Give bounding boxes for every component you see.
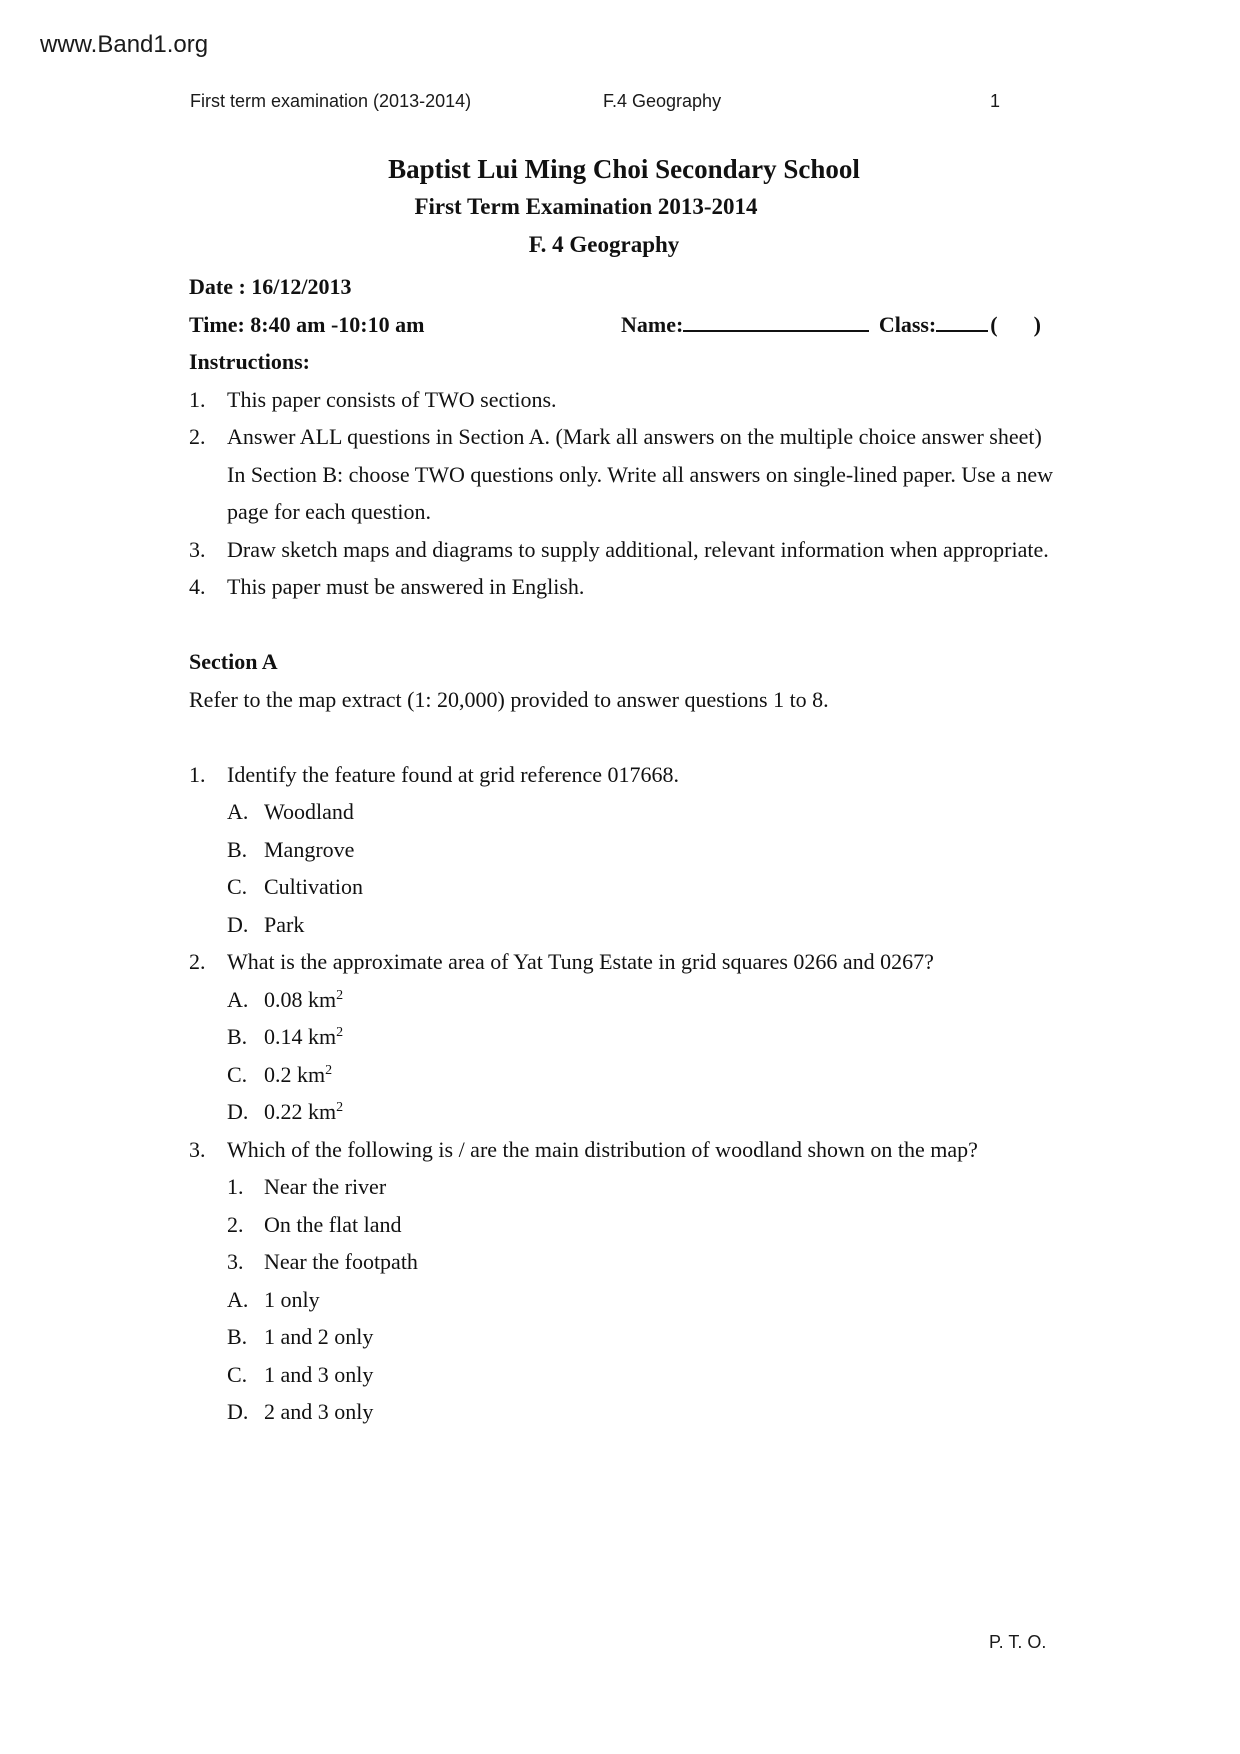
- options-list: [227, 1281, 1059, 1431]
- option-text: 2 and 3 only: [264, 1399, 374, 1424]
- instructions-heading: Instructions:: [189, 349, 311, 374]
- statements-list: [227, 1168, 1059, 1281]
- superscript: 2: [325, 1062, 333, 1078]
- option-letter: D.: [227, 1399, 249, 1424]
- class-number-paren-close: ): [1033, 311, 1041, 337]
- spacer: [189, 606, 1059, 644]
- exam-date: Date : 16/12/2013: [189, 274, 352, 299]
- option-text: 1 and 2 only: [264, 1324, 374, 1349]
- instruction-item: [189, 568, 1059, 606]
- running-header-exam: First term examination (2013-2014): [190, 91, 472, 111]
- option-d[interactable]: [227, 906, 1059, 944]
- question-text: Identify the feature found at grid reference 017668.: [227, 761, 680, 787]
- statement-text: Near the river: [264, 1174, 387, 1199]
- option-c[interactable]: [227, 1056, 1059, 1094]
- instruction-text: Answer ALL questions in Section A. (Mark all answers on the multiple choice answer sheet) In Section B: choose TWO questions only. Write all answers on single-lined paper. Use a new page for each question.: [227, 424, 1053, 524]
- option-text: 0.08 km: [264, 986, 337, 1012]
- option-text: 0.14 km: [264, 1024, 337, 1049]
- instruction-number: 3.: [189, 536, 206, 562]
- option-letter: A.: [227, 799, 249, 824]
- please-turn-over: P. T. O.: [989, 1632, 1047, 1652]
- instruction-item: [189, 381, 1059, 419]
- question-3: [189, 1131, 1059, 1431]
- option-a[interactable]: [227, 793, 1059, 831]
- document-body: [189, 268, 1059, 1431]
- exam-time: Time: 8:40 am -10:10 am: [189, 311, 425, 337]
- option-text: Park: [264, 911, 305, 937]
- statement-1: [227, 1168, 1059, 1206]
- options-list: [227, 793, 1059, 943]
- question-2: [189, 943, 1059, 1131]
- class-number-paren-open: (: [990, 311, 998, 337]
- spacer: [189, 718, 1059, 756]
- statement-2: [227, 1206, 1059, 1244]
- option-text: 1 and 3 only: [264, 1361, 374, 1387]
- option-c[interactable]: [227, 1356, 1059, 1394]
- option-text: Mangrove: [264, 836, 355, 862]
- page-number: 1: [989, 91, 1000, 111]
- question-list: [189, 756, 1059, 1431]
- question-number: 2.: [189, 949, 206, 974]
- instruction-text: Draw sketch maps and diagrams to supply additional, relevant information when appropriate.: [227, 536, 1049, 562]
- superscript: 2: [336, 1025, 344, 1040]
- question-number: 3.: [189, 1136, 206, 1162]
- question-1: [189, 756, 1059, 944]
- option-letter: C.: [227, 874, 248, 899]
- option-b[interactable]: [227, 1318, 1059, 1356]
- running-header: [190, 91, 1010, 117]
- exam-name: First Term Examination 2013-2014: [414, 194, 758, 219]
- name-label: Name:: [621, 311, 684, 337]
- statement-text: On the flat land: [264, 1211, 402, 1237]
- school-name: Baptist Lui Ming Choi Secondary School: [388, 154, 860, 184]
- option-letter: D.: [227, 911, 249, 937]
- statement-number: 1.: [227, 1174, 244, 1199]
- option-d[interactable]: [227, 1393, 1059, 1431]
- subject-name: F. 4 Geography: [528, 232, 680, 257]
- instruction-text: This paper consists of TWO sections.: [227, 386, 557, 412]
- option-b[interactable]: [227, 831, 1059, 869]
- option-c[interactable]: [227, 868, 1059, 906]
- section-a-heading: Section A: [189, 649, 278, 674]
- running-header-subject: F.4 Geography: [603, 91, 722, 111]
- instruction-item: [189, 531, 1059, 569]
- option-letter: A.: [227, 986, 249, 1012]
- option-letter: B.: [227, 1324, 248, 1349]
- options-list: [227, 981, 1059, 1131]
- option-text: Cultivation: [264, 874, 363, 899]
- watermark: www.Band1.org: [40, 31, 209, 58]
- superscript: 2: [336, 987, 344, 1003]
- option-letter: C.: [227, 1361, 248, 1387]
- option-text: 0.2 km: [264, 1061, 326, 1087]
- class-label: Class:: [878, 311, 937, 337]
- section-a-intro: Refer to the map extract (1: 20,000) provided to answer questions 1 to 8.: [189, 686, 829, 712]
- date-row: [189, 268, 1059, 306]
- statement-text: Near the footpath: [264, 1249, 418, 1274]
- time-name-class-row: [189, 306, 1059, 344]
- option-d[interactable]: [227, 1093, 1059, 1131]
- option-letter: B.: [227, 836, 248, 862]
- statement-3: [227, 1243, 1059, 1281]
- class-blank-field[interactable]: [936, 308, 988, 332]
- option-letter: B.: [227, 1024, 248, 1049]
- student-info-fields: [621, 306, 1041, 344]
- statement-number: 3.: [227, 1249, 244, 1274]
- question-text: What is the approximate area of Yat Tung Estate in grid squares 0266 and 0267?: [227, 949, 934, 974]
- option-letter: C.: [227, 1061, 248, 1087]
- option-text: 0.22 km: [264, 1099, 337, 1124]
- statement-number: 2.: [227, 1211, 244, 1237]
- instruction-number: 1.: [189, 386, 206, 412]
- superscript: 2: [336, 1100, 344, 1115]
- option-a[interactable]: [227, 981, 1059, 1019]
- option-text: Woodland: [264, 799, 354, 824]
- option-text: 1 only: [264, 1286, 320, 1312]
- option-b[interactable]: [227, 1018, 1059, 1056]
- instruction-number: 2.: [189, 424, 206, 449]
- option-letter: A.: [227, 1286, 249, 1312]
- question-text: Which of the following is / are the main distribution of woodland shown on the map?: [227, 1136, 978, 1162]
- name-blank-field[interactable]: [683, 308, 869, 332]
- instruction-item: [189, 418, 1059, 531]
- option-a[interactable]: [227, 1281, 1059, 1319]
- instruction-text: This paper must be answered in English.: [227, 574, 585, 599]
- question-number: 1.: [189, 761, 206, 787]
- option-letter: D.: [227, 1099, 249, 1124]
- instruction-number: 4.: [189, 574, 206, 599]
- instructions-list: [189, 381, 1059, 606]
